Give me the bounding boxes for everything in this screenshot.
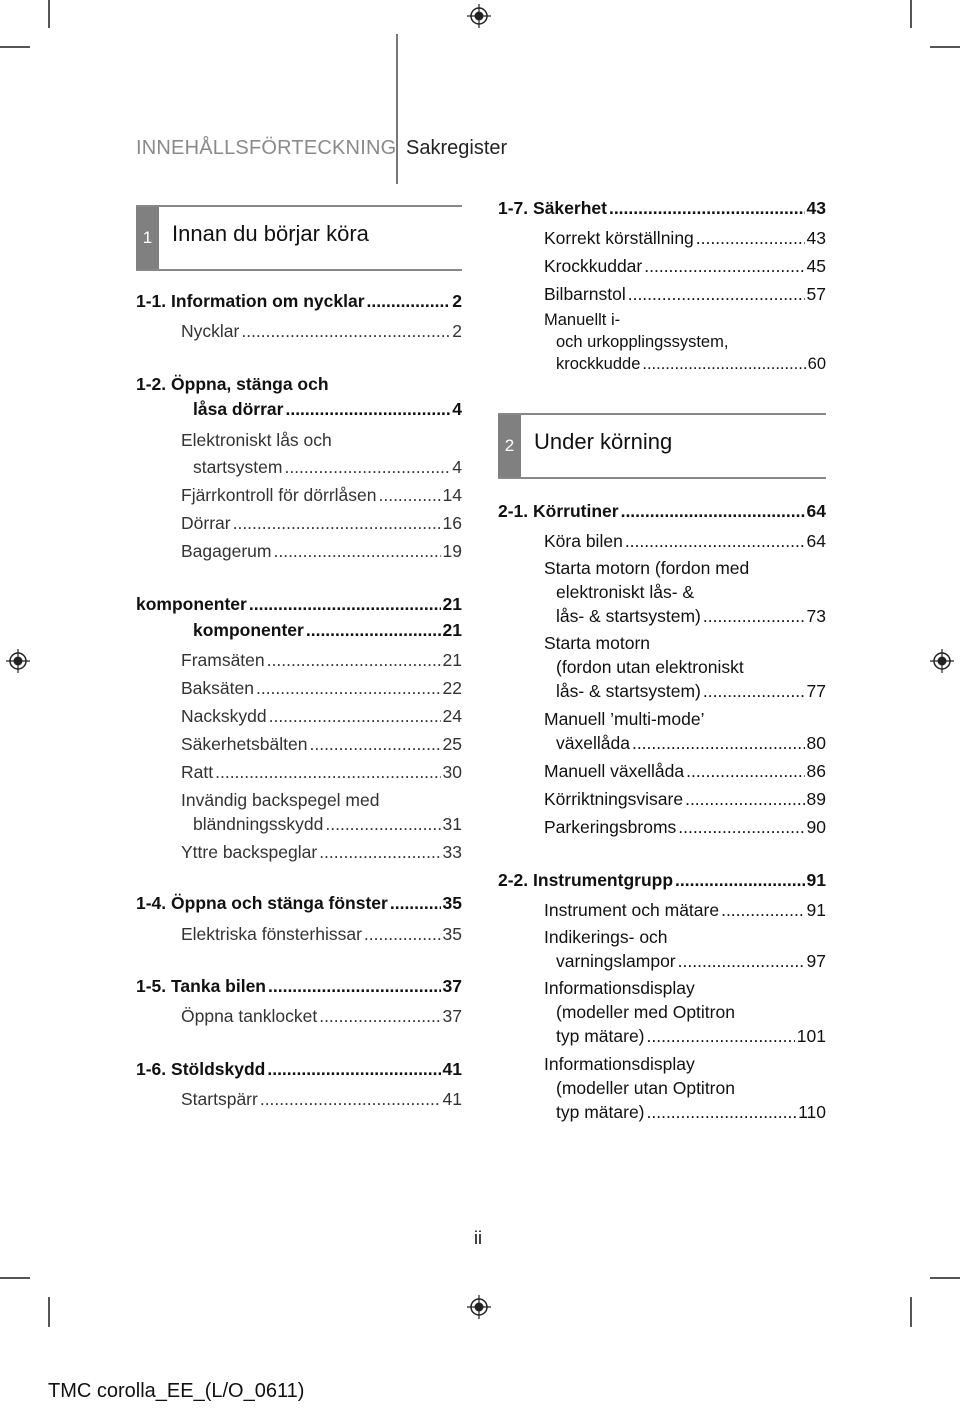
toc-entry[interactable]: Ratt ..... 30 (181, 761, 462, 783)
crop-mark (910, 0, 912, 28)
section-2-heading (498, 413, 826, 479)
toc-entry[interactable]: typ mätare) ..... 110 (556, 1101, 826, 1123)
toc-entry[interactable]: Bilbarnstol ..... 57 (544, 283, 826, 305)
crop-mark (48, 1297, 50, 1327)
section-title: Under körning (534, 429, 673, 454)
crop-mark (910, 1297, 912, 1327)
toc-entry[interactable]: 2-1. Körrutiner ..... 64 (498, 500, 826, 522)
toc-entry[interactable]: Elektriska fönsterhissar ..... 35 (181, 923, 462, 945)
toc-entry[interactable]: Dörrar ..... 16 (181, 512, 462, 534)
toc-entry[interactable]: Köra bilen ..... 64 (544, 530, 826, 552)
header-index-link[interactable]: Sakregister (406, 137, 508, 159)
toc-entry-line: Manuell ’multi-mode’ (544, 709, 705, 729)
toc-entry[interactable]: Baksäten ..... 22 (181, 677, 462, 699)
toc-entry[interactable]: Nycklar ..... 2 (181, 320, 462, 342)
toc-entry[interactable]: startsystem ..... 4 (193, 456, 462, 478)
toc-entry[interactable]: 1-4. Öppna och stänga fönster ..... 35 (136, 892, 462, 914)
toc-entry[interactable]: Öppna tanklocket ..... 37 (181, 1005, 462, 1027)
toc-entry[interactable]: Krockkuddar ..... 45 (544, 255, 826, 277)
toc-entry-line: (fordon utan elektroniskt (556, 657, 744, 677)
toc-entry-line: 1-2. Öppna, stänga och (136, 374, 329, 394)
toc-entry[interactable]: komponenter ..... 21 (136, 593, 462, 615)
toc-entry[interactable]: Framsäten ..... 21 (181, 649, 462, 671)
toc-entry[interactable]: typ mätare) ..... 101 (556, 1025, 826, 1047)
toc-entry-line: Informationsdisplay (544, 978, 695, 998)
crop-mark (0, 46, 30, 48)
toc-entry[interactable]: Säkerhetsbälten ..... 25 (181, 733, 462, 755)
toc-entry[interactable]: lås- & startsystem) ..... 73 (556, 605, 826, 627)
toc-entry[interactable]: låsa dörrar ..... 4 (193, 398, 462, 420)
toc-entry[interactable]: Nackskydd ..... 24 (181, 705, 462, 727)
toc-entry[interactable]: komponenter ..... 21 (193, 619, 462, 641)
toc-entry[interactable]: Fjärrkontroll för dörrlåsen ..... 14 (181, 484, 462, 506)
toc-entry-line: Invändig backspegel med (181, 790, 380, 810)
toc-entry-line: (modeller med Optitron (556, 1002, 735, 1022)
crop-mark (48, 0, 50, 28)
toc-entry-line: Starta motorn (544, 633, 651, 653)
toc-entry[interactable]: Startspärr ..... 41 (181, 1088, 462, 1110)
toc-entry[interactable]: Manuell växellåda ..... 86 (544, 760, 826, 782)
toc-entry[interactable]: 1-1. Information om nycklar ..... 2 (136, 290, 462, 312)
header-separator (396, 34, 398, 184)
toc-entry[interactable]: Korrekt körställning ..... 43 (544, 227, 826, 249)
crop-mark (0, 1277, 30, 1279)
toc-entry[interactable]: Bagagerum ..... 19 (181, 540, 462, 562)
toc-entry[interactable]: Yttre backspeglar ..... 33 (181, 841, 462, 863)
toc-entry[interactable]: växellåda ..... 80 (556, 732, 826, 754)
page-number: ii (474, 1228, 482, 1248)
registration-mark-icon (6, 649, 30, 673)
toc-entry-line: och urkopplingssystem, (556, 333, 729, 351)
registration-mark-icon (467, 4, 491, 28)
toc-entry[interactable]: Körriktningsvisare ..... 89 (544, 788, 826, 810)
toc-entry-line: Starta motorn (fordon med (544, 558, 750, 578)
registration-mark-icon (467, 1295, 491, 1319)
toc-entry-line: Informationsdisplay (544, 1054, 695, 1074)
section-number: 2 (498, 415, 521, 477)
toc-entry[interactable]: Instrument och mätare ..... 91 (544, 899, 826, 921)
footer-doc-id: TMC corolla_EE_(L/O_0611) (48, 1380, 305, 1402)
section-number: 1 (136, 207, 159, 269)
toc-entry[interactable]: 1-6. Stöldskydd ..... 41 (136, 1058, 462, 1080)
registration-mark-icon (930, 649, 954, 673)
header-toc-label: INNEHÅLLSFÖRTECKNING (136, 137, 397, 159)
crop-mark (930, 46, 960, 48)
toc-entry[interactable]: 1-7. Säkerhet ..... 43 (498, 197, 826, 219)
toc-entry[interactable]: Parkeringsbroms ..... 90 (544, 816, 826, 838)
toc-entry[interactable]: varningslampor ..... 97 (556, 950, 826, 972)
toc-entry[interactable]: bländningsskydd ..... 31 (193, 813, 462, 835)
toc-entry-line: elektroniskt lås- & (556, 582, 695, 602)
toc-entry[interactable]: 1-5. Tanka bilen ..... 37 (136, 975, 462, 997)
toc-entry-line: (modeller utan Optitron (556, 1078, 735, 1098)
section-title: Innan du börjar köra (172, 221, 369, 246)
section-1-heading (136, 205, 462, 271)
toc-entry[interactable]: 2-2. Instrumentgrupp ..... 91 (498, 869, 826, 891)
crop-mark (930, 1277, 960, 1279)
toc-entry-line: Indikerings- och (544, 927, 668, 947)
toc-entry-line: Elektroniskt lås och (181, 430, 332, 450)
toc-entry[interactable]: lås- & startsystem) ..... 77 (556, 680, 826, 702)
toc-entry-line: Manuellt i- (544, 311, 621, 329)
toc-entry[interactable]: krockkudde ..... 60 (556, 353, 826, 375)
